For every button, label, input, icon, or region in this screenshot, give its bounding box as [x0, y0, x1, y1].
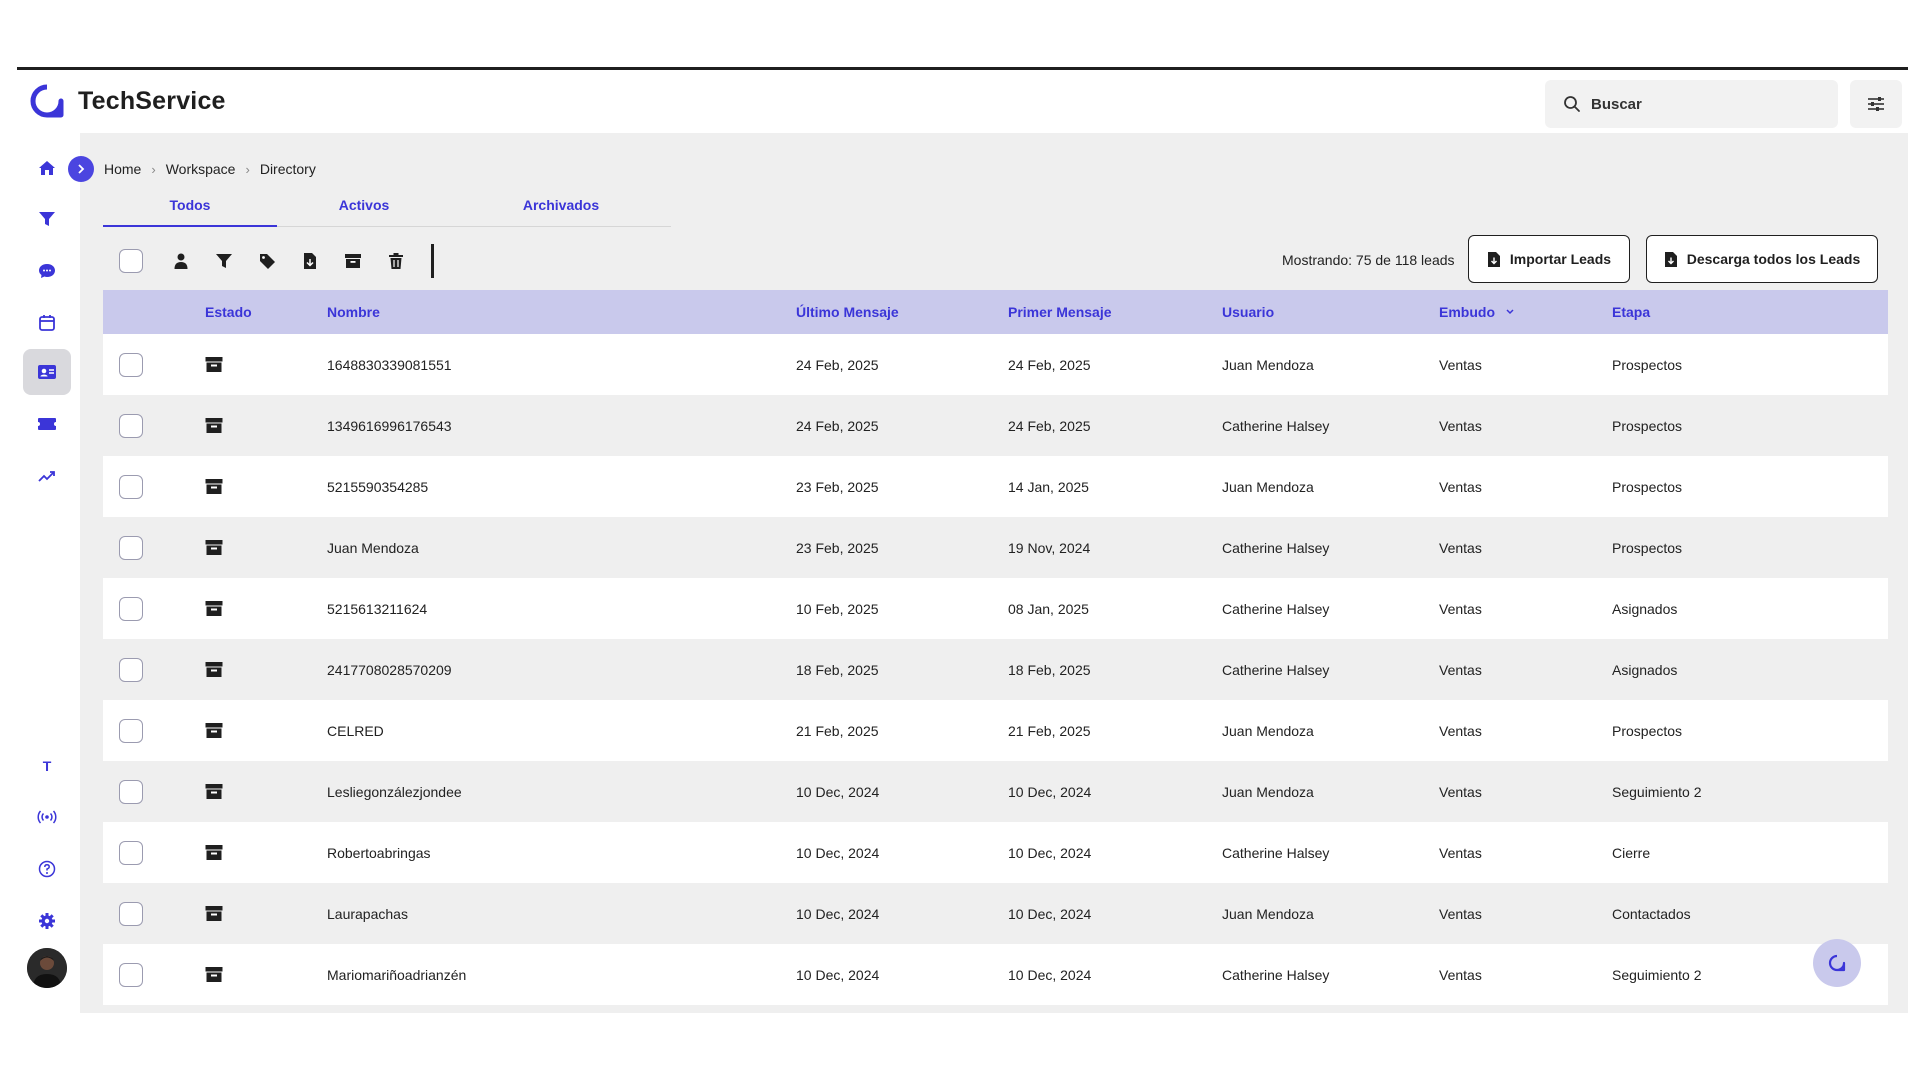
archive-status-icon[interactable]: [205, 781, 223, 801]
cell-ultimo-mensaje: 18 Feb, 2025: [796, 661, 879, 678]
archive-status-icon[interactable]: [205, 415, 223, 435]
broadcast-icon: [37, 810, 57, 824]
sidebar: [0, 133, 80, 1013]
row-checkbox[interactable]: [119, 780, 143, 804]
table-row[interactable]: [103, 334, 1888, 395]
col-primer-mensaje[interactable]: Primer Mensaje: [1008, 304, 1112, 320]
table-row[interactable]: [103, 700, 1888, 761]
archive-status-icon[interactable]: [205, 964, 223, 984]
change-funnel-button[interactable]: [202, 241, 245, 281]
cell-ultimo-mensaje: 23 Feb, 2025: [796, 539, 879, 556]
table-row[interactable]: [103, 517, 1888, 578]
archive-button[interactable]: [331, 241, 374, 281]
archive-status-icon[interactable]: [205, 598, 223, 618]
chevron-right-icon: [76, 163, 86, 175]
top-border-line: [17, 67, 1908, 70]
delete-button[interactable]: [374, 241, 417, 281]
chat-icon: [38, 262, 56, 280]
cell-nombre[interactable]: Juan Mendoza: [327, 539, 419, 556]
cell-nombre[interactable]: Lesliegonzálezjondee: [327, 783, 462, 800]
cell-nombre[interactable]: CELRED: [327, 722, 384, 739]
brand-logo-icon: [30, 84, 64, 118]
cell-usuario: Catherine Halsey: [1222, 966, 1330, 983]
cell-embudo: Ventas: [1439, 905, 1482, 922]
search-icon: [1563, 95, 1581, 113]
download-all-leads-label: Descarga todos los Leads: [1686, 251, 1861, 267]
cell-etapa: Asignados: [1612, 600, 1678, 617]
row-checkbox[interactable]: [119, 475, 143, 499]
cell-embudo: Ventas: [1439, 478, 1482, 495]
cell-nombre[interactable]: Robertoabringas: [327, 844, 431, 861]
download-all-leads-button[interactable]: [1646, 235, 1878, 283]
row-checkbox[interactable]: [119, 536, 143, 560]
cell-embudo: Ventas: [1439, 966, 1482, 983]
breadcrumb-directory[interactable]: Directory: [259, 161, 316, 177]
col-usuario[interactable]: Usuario: [1222, 304, 1275, 320]
trending-icon: [38, 469, 56, 483]
table-row[interactable]: [103, 639, 1888, 700]
tag-icon: [258, 252, 276, 270]
tag-button[interactable]: [245, 241, 288, 281]
cell-ultimo-mensaje: 24 Feb, 2025: [796, 356, 879, 373]
cell-usuario: Catherine Halsey: [1222, 661, 1330, 678]
cell-embudo: Ventas: [1439, 356, 1482, 373]
sidebar-item-tickets[interactable]: [23, 401, 71, 447]
toolbar-divider: [431, 244, 434, 278]
cell-nombre[interactable]: Laurapachas: [327, 905, 408, 922]
row-checkbox[interactable]: [119, 658, 143, 682]
col-nombre[interactable]: Nombre: [327, 304, 380, 320]
archive-status-icon[interactable]: [205, 659, 223, 679]
file-import-icon: [1487, 251, 1501, 268]
table-row[interactable]: [103, 883, 1888, 944]
col-embudo[interactable]: [1439, 304, 1515, 320]
cell-nombre[interactable]: 1648830339081551: [327, 356, 452, 373]
cell-nombre[interactable]: 5215590354285: [327, 478, 429, 495]
cell-etapa: Prospectos: [1612, 722, 1683, 739]
cell-usuario: Catherine Halsey: [1222, 600, 1330, 617]
sidebar-item-help[interactable]: [23, 846, 71, 892]
cell-etapa: Prospectos: [1612, 417, 1683, 434]
table-row[interactable]: [103, 395, 1888, 456]
select-all-checkbox[interactable]: [119, 249, 143, 273]
table-body: [103, 334, 1888, 1005]
cell-primer-mensaje: 24 Feb, 2025: [1008, 356, 1091, 373]
help-icon: [38, 860, 56, 878]
tab-archivados[interactable]: Archivados: [522, 197, 600, 213]
bulk-toolbar: [103, 241, 434, 281]
archive-status-icon[interactable]: [205, 903, 223, 923]
table-row[interactable]: [103, 761, 1888, 822]
chat-support-button[interactable]: [1813, 939, 1861, 987]
cell-etapa: Asignados: [1612, 661, 1678, 678]
cell-primer-mensaje: 10 Dec, 2024: [1008, 783, 1092, 800]
cell-primer-mensaje: 10 Dec, 2024: [1008, 966, 1092, 983]
sidebar-item-t[interactable]: [23, 743, 71, 789]
cell-usuario: Juan Mendoza: [1222, 722, 1314, 739]
archive-status-icon[interactable]: [205, 476, 223, 496]
cell-usuario: Juan Mendoza: [1222, 478, 1314, 495]
sidebar-item-chat[interactable]: [23, 248, 71, 294]
cell-primer-mensaje: 21 Feb, 2025: [1008, 722, 1091, 739]
breadcrumb: [80, 156, 316, 182]
col-ultimo-mensaje[interactable]: Último Mensaje: [796, 304, 899, 320]
archive-status-icon[interactable]: [205, 537, 223, 557]
sidebar-item-contacts[interactable]: [23, 349, 71, 395]
tab-bar: [103, 193, 671, 227]
row-checkbox[interactable]: [119, 597, 143, 621]
import-leads-button[interactable]: [1468, 235, 1630, 283]
cell-embudo: Ventas: [1439, 783, 1482, 800]
archive-status-icon[interactable]: [205, 842, 223, 862]
table-row[interactable]: [103, 944, 1888, 1005]
file-export-icon: [302, 252, 318, 270]
row-checkbox[interactable]: [119, 719, 143, 743]
cell-embudo: Ventas: [1439, 722, 1482, 739]
cell-ultimo-mensaje: 24 Feb, 2025: [796, 417, 879, 434]
cell-primer-mensaje: 10 Dec, 2024: [1008, 844, 1092, 861]
calendar-icon: [38, 314, 56, 332]
col-etapa[interactable]: Etapa: [1612, 304, 1651, 320]
import-leads-label: Importar Leads: [1509, 251, 1612, 267]
cell-ultimo-mensaje: 21 Feb, 2025: [796, 722, 879, 739]
cell-ultimo-mensaje: 10 Dec, 2024: [796, 966, 880, 983]
cell-usuario: Catherine Halsey: [1222, 844, 1330, 861]
row-checkbox[interactable]: [119, 963, 143, 987]
chevron-down-icon: [1505, 308, 1515, 316]
cell-primer-mensaje: 08 Jan, 2025: [1008, 600, 1089, 617]
cell-nombre[interactable]: 1349616996176543: [327, 417, 452, 434]
cell-etapa: Prospectos: [1612, 356, 1683, 373]
cell-ultimo-mensaje: 23 Feb, 2025: [796, 478, 879, 495]
home-icon: [38, 159, 56, 177]
cell-usuario: Catherine Halsey: [1222, 539, 1330, 556]
file-download-icon: [1664, 251, 1678, 268]
sliders-icon: [1867, 96, 1885, 112]
cell-primer-mensaje: 18 Feb, 2025: [1008, 661, 1091, 678]
cell-embudo: Ventas: [1439, 539, 1482, 556]
table-header: [103, 290, 1888, 334]
sidebar-item-broadcast[interactable]: [23, 794, 71, 840]
sidebar-item-settings[interactable]: [23, 898, 71, 944]
cell-ultimo-mensaje: 10 Dec, 2024: [796, 905, 880, 922]
col-embudo-label: Embudo: [1439, 304, 1495, 320]
row-checkbox[interactable]: [119, 353, 143, 377]
cell-ultimo-mensaje: 10 Feb, 2025: [796, 600, 879, 617]
row-checkbox[interactable]: [119, 841, 143, 865]
breadcrumb-home[interactable]: Home: [104, 161, 142, 177]
cell-etapa: Prospectos: [1612, 478, 1683, 495]
cell-primer-mensaje: 14 Jan, 2025: [1008, 478, 1089, 495]
cell-usuario: Juan Mendoza: [1222, 783, 1314, 800]
table-row[interactable]: [103, 456, 1888, 517]
row-checkbox[interactable]: [119, 902, 143, 926]
sidebar-item-funnel[interactable]: [23, 196, 71, 242]
avatar-image: [27, 948, 67, 988]
sidebar-item-calendar[interactable]: [23, 300, 71, 346]
cell-usuario: Juan Mendoza: [1222, 356, 1314, 373]
cell-usuario: Catherine Halsey: [1222, 417, 1330, 434]
cell-etapa: Cierre: [1612, 844, 1651, 861]
leads-count-text: Mostrando: 75 de 118 leads: [1282, 252, 1455, 268]
app-name: TechService: [78, 86, 226, 115]
funnel-icon: [215, 252, 233, 270]
cell-ultimo-mensaje: 10 Dec, 2024: [796, 783, 880, 800]
cell-etapa: Prospectos: [1612, 539, 1683, 556]
archive-status-icon[interactable]: [205, 720, 223, 740]
settings-filter-button[interactable]: [1850, 80, 1902, 128]
cell-embudo: Ventas: [1439, 661, 1482, 678]
cell-nombre[interactable]: Mariomariñoadrianzén: [327, 966, 467, 983]
main-content: [80, 133, 1908, 1013]
cell-embudo: Ventas: [1439, 844, 1482, 861]
cell-embudo: Ventas: [1439, 600, 1482, 617]
cell-primer-mensaje: 24 Feb, 2025: [1008, 417, 1091, 434]
ticket-icon: [37, 416, 57, 432]
search-input[interactable]: Buscar: [1591, 95, 1642, 113]
table-row[interactable]: [103, 578, 1888, 639]
row-checkbox[interactable]: [119, 414, 143, 438]
export-button[interactable]: [288, 241, 331, 281]
tab-todos[interactable]: Todos: [103, 193, 277, 227]
cell-etapa: Contactados: [1612, 905, 1691, 922]
leads-table: [103, 290, 1888, 1005]
breadcrumb-workspace[interactable]: Workspace: [165, 161, 236, 177]
table-row[interactable]: [103, 822, 1888, 883]
cell-ultimo-mensaje: 10 Dec, 2024: [796, 844, 880, 861]
col-estado[interactable]: Estado: [205, 304, 252, 320]
archive-icon: [344, 253, 362, 269]
brand[interactable]: [30, 84, 226, 118]
contacts-icon: [37, 363, 57, 381]
sidebar-item-reports[interactable]: [23, 453, 71, 499]
cell-etapa: Seguimiento 2: [1612, 783, 1702, 800]
settings-icon: [38, 912, 56, 930]
search-box[interactable]: [1545, 80, 1838, 128]
funnel-icon: [38, 210, 56, 228]
trash-icon: [388, 252, 404, 270]
breadcrumb-separator: ›: [151, 161, 156, 177]
user-icon: [173, 252, 189, 270]
cell-primer-mensaje: 10 Dec, 2024: [1008, 905, 1092, 922]
sidebar-toggle-button[interactable]: [68, 156, 94, 182]
sidebar-item-home[interactable]: [23, 145, 71, 191]
breadcrumb-separator: ›: [245, 161, 250, 177]
tab-activos[interactable]: Activos: [338, 197, 390, 213]
cell-nombre[interactable]: 5215613211624: [327, 600, 428, 617]
cell-nombre[interactable]: 2417708028570209: [327, 661, 452, 678]
t-icon: T: [42, 758, 52, 774]
user-avatar[interactable]: [27, 948, 67, 988]
cell-usuario: Juan Mendoza: [1222, 905, 1314, 922]
archive-status-icon[interactable]: [205, 354, 223, 374]
chat-bubble-icon: [1827, 953, 1847, 973]
assign-user-button[interactable]: [159, 241, 202, 281]
cell-primer-mensaje: 19 Nov, 2024: [1008, 539, 1091, 556]
cell-embudo: Ventas: [1439, 417, 1482, 434]
cell-etapa: Seguimiento 2: [1612, 966, 1702, 983]
